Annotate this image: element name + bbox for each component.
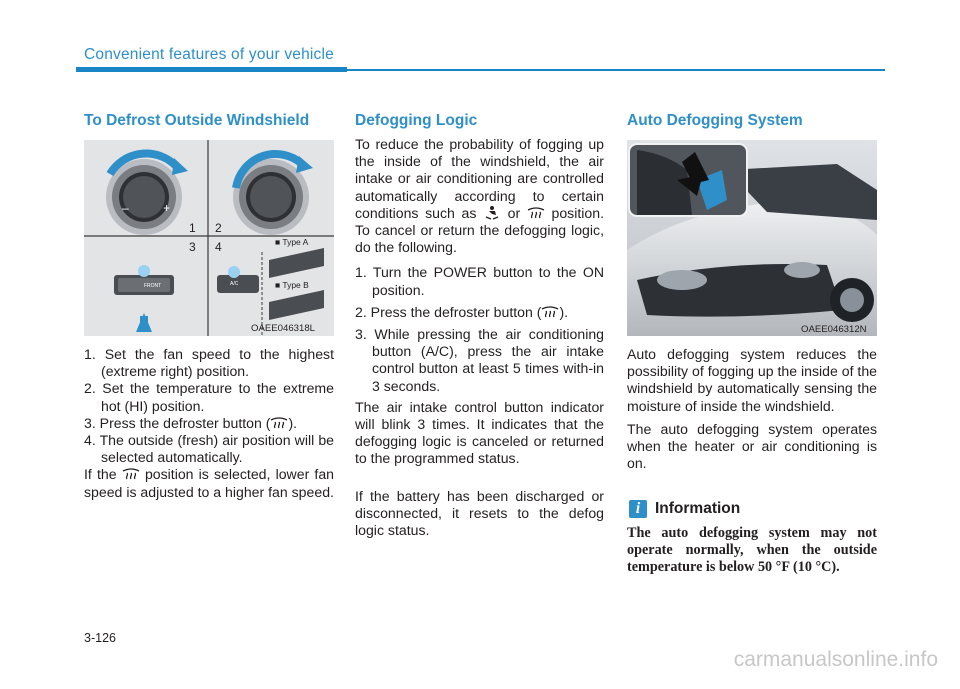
col1-body: [84, 346, 334, 501]
information-title: Information: [655, 500, 741, 517]
col1-note-before: If the: [84, 466, 117, 483]
col1-step-3-after: ).: [288, 414, 298, 431]
col2-intro-after: position. To cancel or return the defogging logic, do the following.: [355, 204, 604, 256]
page-number: 3-126: [84, 631, 116, 645]
col2-intro-before: To reduce the probability of fogging up the inside of the windshield, the air intake or air conditioning are controlled automatically according to certain conditions such as: [355, 136, 604, 221]
col1-note: [84, 466, 334, 500]
figure-label-2: 2: [215, 221, 222, 235]
defrost-controls-figure: [84, 140, 334, 336]
defrost-front-icon: [122, 466, 140, 481]
figure-label-1: 1: [189, 221, 196, 235]
col2-para-2: If the battery has been discharged or disconnected, it resets to the defog logic status.: [355, 487, 604, 539]
page-header-title: Convenient features of your vehicle: [84, 46, 334, 63]
type-a-label: ■ Type A: [275, 237, 309, 247]
col2-step-3: 3. While pressing the air conditioning button (A/C), press the air intake control button at least 5 times with-in 3 seconds.: [355, 326, 604, 394]
svg-text:+: +: [163, 201, 171, 215]
header-accent-bar: [76, 67, 347, 72]
col1-step-3: [84, 415, 334, 432]
defrost-front-icon: [527, 205, 545, 220]
defrost-floor-icon: [483, 205, 501, 220]
watermark: carmanualsonline.info: [733, 648, 938, 671]
col2-body: [355, 136, 604, 539]
col2-intro: [355, 136, 604, 256]
col2-step-2: [355, 304, 604, 321]
figure-caption-1: OAEE046318L: [251, 323, 316, 334]
ac-button-label: A/C: [230, 281, 239, 287]
col2-step-2-before: 2. Press the defroster button (: [355, 303, 542, 320]
col1-note-after: position is selected, lower fan speed is adjusted to a higher fan speed.: [84, 466, 335, 500]
defrost-front-icon: [270, 415, 288, 430]
svg-text:–: –: [122, 201, 129, 215]
figure-label-4: 4: [215, 240, 222, 254]
information-box-header: [629, 500, 740, 518]
section-heading-defrost: To Defrost Outside Windshield: [84, 112, 310, 129]
front-button-label: FRONT: [144, 283, 162, 289]
col2-step-1: 1. Turn the POWER button to the ON position.: [355, 264, 604, 298]
header-rule: [347, 69, 885, 71]
col2-intro-middle: or: [507, 204, 521, 221]
type-b-label: ■ Type B: [275, 280, 309, 290]
col3-body: [627, 346, 877, 472]
information-icon: i: [629, 500, 647, 518]
figure-label-3: 3: [189, 240, 196, 254]
auto-defogging-figure: [627, 140, 877, 336]
col3-para-1: Auto defogging system reduces the possibility of fogging up the inside of the windshield by automatically sensing the moisture of inside the windshield.: [627, 346, 877, 414]
col1-step-4: 4. The outside (fresh) air position will be selected automatically.: [84, 432, 334, 466]
col1-step-2: 2. Set the temperature to the extreme hot (HI) position.: [84, 380, 334, 414]
defrost-front-icon: [541, 304, 559, 319]
col3-para-2: The auto defogging system operates when the heater or air conditioning is on.: [627, 420, 877, 472]
col1-step-1: 1. Set the fan speed to the highest (extreme right) position.: [84, 346, 334, 380]
section-heading-auto-defogging: Auto Defogging System: [627, 112, 803, 129]
section-heading-defogging-logic: Defogging Logic: [355, 112, 478, 129]
col1-step-3-before: 3. Press the defroster button (: [84, 414, 271, 431]
col2-step-2-after: ).: [559, 303, 569, 320]
information-text: The auto defogging system may not operate normally, when the outside temperature is below 50 °F (10 °C).: [627, 525, 877, 575]
figure-caption-2: OAEE046312N: [801, 324, 867, 335]
col2-para-1: The air intake control button indicator will blink 3 times. It indicates that the defogging logic is canceled or returned to the programmed status.: [355, 398, 604, 467]
